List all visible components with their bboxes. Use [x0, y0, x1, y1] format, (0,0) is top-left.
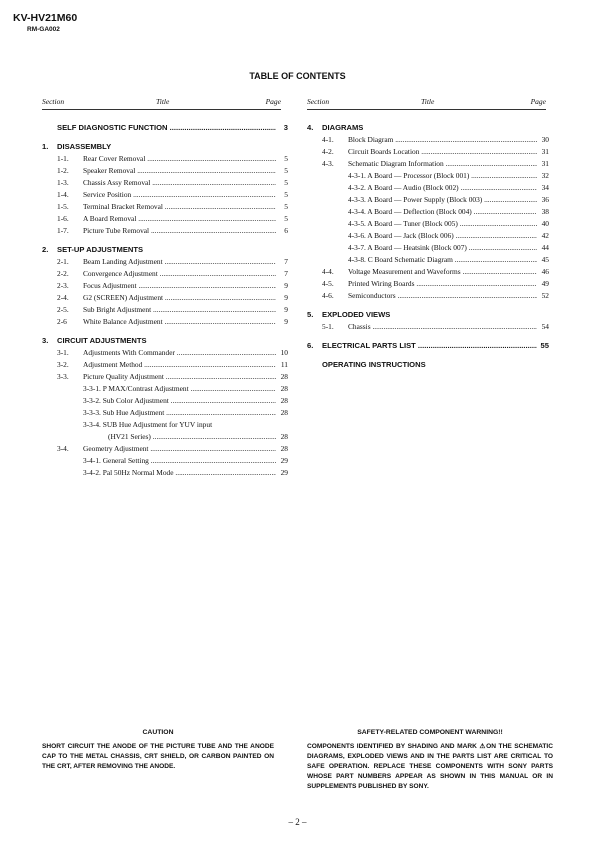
toc-page-number: 9: [284, 281, 288, 290]
toc-gap: [42, 328, 288, 335]
toc-page-number: 9: [284, 293, 288, 302]
left-column-header: [42, 97, 281, 110]
toc-section-heading: [307, 122, 549, 134]
toc-entry-title: 4-3-1. A Board — Processor (Block 001) .....: [348, 170, 537, 182]
caution-text: SHORT CIRCUIT THE ANODE OF THE PICTURE TUBE AND THE ANODE CAP TO THE METAL CHASSIS, CRT SHIELD, OR CARBON PAINTED ON THE CRT, AFTER REMOVING THE ANODE.: [42, 743, 274, 770]
toc-page-number: 5: [284, 154, 288, 163]
toc-section-number: 4-1.: [322, 135, 334, 144]
toc-gap: [42, 134, 288, 141]
toc-page-number: 5: [284, 214, 288, 223]
toc-entry: [42, 395, 288, 407]
toc-section-number: 1-5.: [57, 202, 69, 211]
toc-entry-title: Focus Adjustment .....: [83, 280, 276, 292]
toc-entry: [42, 419, 288, 431]
toc-entry: [42, 280, 288, 292]
toc-bold-entry: [307, 359, 549, 371]
toc-entry: [42, 383, 288, 395]
toc-entry-title: 4-3-3. A Board — Power Supply (Block 003) .....: [348, 194, 537, 206]
toc-section-heading: [307, 309, 549, 321]
toc-page-number: 55: [540, 341, 549, 350]
toc-bold-entry: [42, 122, 288, 134]
toc-entry: [42, 431, 288, 443]
toc-entry-title: Chassis .....: [348, 321, 537, 333]
toc-entry-title: Sub Bright Adjustment .....: [83, 304, 276, 316]
toc-section-number: 1-6.: [57, 214, 69, 223]
toc-entry: [42, 177, 288, 189]
toc-section-number: 4-6.: [322, 291, 334, 300]
toc-section-number: 1-3.: [57, 178, 69, 187]
toc-page-number: 28: [280, 396, 288, 405]
toc-entry: [42, 213, 288, 225]
section-header: Section: [42, 97, 65, 106]
toc-entry-title: 4-3-8. C Board Schematic Diagram .....: [348, 254, 537, 266]
toc-entry-title: 3-4-2. Pal 50Hz Normal Mode .....: [83, 467, 276, 479]
toc-entry: [307, 146, 549, 158]
toc-section-number: 2-1.: [57, 257, 69, 266]
toc-section-heading: [42, 141, 288, 153]
toc-entry: [307, 134, 549, 146]
toc-entry-title: 3-3-2. Sub Color Adjustment .....: [83, 395, 276, 407]
toc-entry: [307, 278, 549, 290]
toc-entry-title: Adjustment Method .....: [83, 359, 276, 371]
toc-entry-title: 3-3-3. Sub Hue Adjustment .....: [83, 407, 276, 419]
toc-entry-title: Convergence Adjustment .....: [83, 268, 276, 280]
page-number: – 2 –: [288, 817, 307, 827]
toc-entry: [42, 256, 288, 268]
toc-entry-title: 4-3-5. A Board — Tuner (Block 005) .....: [348, 218, 537, 230]
safety-warning-text: [307, 742, 553, 792]
toc-gap: [307, 352, 549, 359]
toc-entry: [42, 201, 288, 213]
warning-mark-icon: ⚠: [479, 743, 487, 750]
toc-entry-title: SET-UP ADJUSTMENTS: [57, 245, 144, 254]
toc-page-number: 49: [541, 279, 549, 288]
toc-section-number: 1-4.: [57, 190, 69, 199]
toc-page-number: 6: [284, 226, 288, 235]
toc-entry: [42, 225, 288, 237]
section-header: Section: [307, 97, 330, 106]
title-header: Title: [156, 97, 170, 106]
toc-entry-title: OPERATING INSTRUCTIONS: [322, 360, 426, 369]
toc-page-number: 44: [541, 243, 549, 252]
toc-entry-title: Schematic Diagram Information .....: [348, 158, 537, 170]
toc-page-number: 5: [284, 166, 288, 175]
toc-entry: [307, 230, 549, 242]
toc-entry-title: Beam Landing Adjustment .....: [83, 256, 276, 268]
toc-entry-title: Printed Wiring Boards .....: [348, 278, 537, 290]
toc-page-number: 46: [541, 267, 549, 276]
toc-entry: [42, 189, 288, 201]
toc-section-number: 4.: [307, 123, 314, 132]
toc-page-number: 38: [541, 207, 549, 216]
toc-section-number: 3-3.: [57, 372, 69, 381]
toc-entry: [42, 371, 288, 383]
toc-entry: [42, 268, 288, 280]
toc-entry-title: 3-4-1. General Setting .....: [83, 455, 276, 467]
toc-entry-title: Service Position .....: [83, 189, 276, 201]
toc-page-number: 31: [541, 147, 549, 156]
toc-page-number: 11: [280, 360, 288, 369]
toc-section-number: 2-5.: [57, 305, 69, 314]
toc-entry-title: Semiconductors .....: [348, 290, 537, 302]
toc-page-number: 3: [283, 123, 288, 132]
toc-page-number: 28: [280, 444, 288, 453]
toc-entry-title: 4-3-4. A Board — Deflection (Block 004) .....: [348, 206, 537, 218]
toc-entry: [42, 467, 288, 479]
toc-section-heading: [42, 244, 288, 256]
toc-page-number: 28: [280, 432, 288, 441]
toc-page-number: 10: [280, 348, 288, 357]
toc-entry: [42, 407, 288, 419]
remote-model: RM-GA002: [27, 26, 60, 33]
toc-section-heading: [42, 335, 288, 347]
title-header: Title: [421, 97, 435, 106]
toc-page-number: 28: [280, 372, 288, 381]
toc-entry: [307, 158, 549, 170]
toc-gap: [42, 237, 288, 244]
toc-page-number: 34: [541, 183, 549, 192]
toc-entry-title: Circuit Boards Location .....: [348, 146, 537, 158]
right-column-header: [307, 97, 546, 110]
toc-section-number: 4-5.: [322, 279, 334, 288]
toc-entry: [307, 194, 549, 206]
toc-gap: [307, 302, 549, 309]
toc-page-number: 32: [541, 171, 549, 180]
toc-section-number: 4-2.: [322, 147, 334, 156]
toc-section-number: 1-7.: [57, 226, 69, 235]
toc-entry-title: SELF DIAGNOSTIC FUNCTION .....: [57, 122, 276, 134]
toc-entry: [42, 153, 288, 165]
toc-section-number: 3-4.: [57, 444, 69, 453]
toc-entry: [42, 316, 288, 328]
toc-entry: [42, 347, 288, 359]
toc-section-number: 2-2.: [57, 269, 69, 278]
toc-page-number: 40: [541, 219, 549, 228]
toc-entry-title: Block Diagram .....: [348, 134, 537, 146]
toc-entry-title: CIRCUIT ADJUSTMENTS: [57, 336, 147, 345]
safety-text-before: COMPONENTS IDENTIFIED BY SHADING AND MARK: [307, 743, 477, 750]
toc-page-number: 29: [280, 468, 288, 477]
toc-entry: [307, 254, 549, 266]
toc-entry: [42, 292, 288, 304]
toc-gap: [307, 333, 549, 340]
toc-entry-title: 4-3-6. A Board — Jack (Block 006) .....: [348, 230, 537, 242]
toc-left-column: [42, 122, 288, 479]
toc-entry-title: 3-3-1. P MAX/Contrast Adjustment .....: [83, 383, 276, 395]
safety-text-after: ON THE SCHEMATIC DIAGRAMS, EXPLODED VIEWS AND IN THE PARTS LIST ARE CRITICAL TO SAFE OPERATION. REPLACE THESE COMPONENTS WITH SONY PARTS WHOSE PART NUMBERS APPEAR AS SHOWN IN THIS MANUAL OR IN SUPPLEMENTS PUBLISHED BY SONY.: [307, 743, 553, 790]
toc-section-number: 1-1.: [57, 154, 69, 163]
toc-entry-title: 4-3-7. A Board — Heatsink (Block 007) .....: [348, 242, 537, 254]
toc-section-number: 3-1.: [57, 348, 69, 357]
toc-entry: [42, 455, 288, 467]
toc-section-number: 5-1.: [322, 322, 334, 331]
toc-page-number: 7: [284, 269, 288, 278]
toc-section-number: 1.: [42, 142, 49, 151]
toc-entry: [307, 266, 549, 278]
page-header: Page: [265, 97, 281, 106]
toc-section-number: 4-3.: [322, 159, 334, 168]
toc-entry-title: DIAGRAMS: [322, 123, 364, 132]
toc-page-number: 54: [541, 322, 549, 331]
toc-page-number: 36: [541, 195, 549, 204]
toc-page-number: 30: [541, 135, 549, 144]
toc-entry: [42, 304, 288, 316]
caution-title: CAUTION: [142, 729, 174, 736]
toc-right-column: [307, 122, 549, 371]
toc-entry-title: Rear Cover Removal .....: [83, 153, 276, 165]
toc-entry-title: DISASSEMBLY: [57, 142, 112, 151]
toc-section-number: 2.: [42, 245, 49, 254]
toc-section-number: 2-3.: [57, 281, 69, 290]
toc-entry: [307, 242, 549, 254]
toc-entry: [42, 443, 288, 455]
toc-section-number: 2-4.: [57, 293, 69, 302]
toc-entry-title: (HV21 Series) .....: [108, 431, 276, 443]
toc-entry-title: EXPLODED VIEWS: [322, 310, 391, 319]
model-number: KV-HV21M60: [13, 12, 78, 24]
toc-title: TABLE OF CONTENTS: [249, 71, 346, 81]
toc-entry-title: G2 (SCREEN) Adjustment .....: [83, 292, 276, 304]
toc-page-number: 7: [284, 257, 288, 266]
toc-page-number: 5: [284, 178, 288, 187]
toc-page-number: 45: [541, 255, 549, 264]
toc-section-number: 6.: [307, 341, 314, 350]
toc-entry-title: Speaker Removal .....: [83, 165, 276, 177]
safety-warning-title: SAFETY-RELATED COMPONENT WARNING!!: [357, 729, 503, 736]
toc-entry-title: Picture Quality Adjustment .....: [83, 371, 276, 383]
toc-page-number: 5: [284, 202, 288, 211]
toc-page-number: 9: [284, 317, 288, 326]
toc-entry-title: Adjustments With Commander .....: [83, 347, 276, 359]
toc-entry: [307, 206, 549, 218]
toc-page-number: 9: [284, 305, 288, 314]
toc-entry: [42, 165, 288, 177]
toc-section-number: 3.: [42, 336, 49, 345]
page-header: Page: [530, 97, 546, 106]
toc-page-number: 31: [541, 159, 549, 168]
toc-entry-title: Geometry Adjustment .....: [83, 443, 276, 455]
toc-entry: [307, 170, 549, 182]
toc-entry-title: Picture Tube Removal .....: [83, 225, 276, 237]
toc-entry: [307, 290, 549, 302]
toc-section-heading: [307, 340, 549, 352]
toc-entry-title: A Board Removal .....: [83, 213, 276, 225]
toc-page-number: 5: [284, 190, 288, 199]
toc-entry: [42, 359, 288, 371]
toc-section-number: 4-4.: [322, 267, 334, 276]
toc-page-number: 29: [280, 456, 288, 465]
toc-section-number: 3-2.: [57, 360, 69, 369]
toc-page-number: 52: [541, 291, 549, 300]
toc-section-number: 2-6: [57, 317, 67, 326]
toc-page-number: 28: [280, 408, 288, 417]
toc-entry-title: 3-3-4. SUB Hue Adjustment for YUV input: [83, 420, 213, 429]
toc-page-number: 28: [280, 384, 288, 393]
toc-entry-title: White Balance Adjustment .....: [83, 316, 276, 328]
toc-entry-title: ELECTRICAL PARTS LIST .....: [322, 340, 537, 352]
toc-entry-title: 4-3-2. A Board — Audio (Block 002) .....: [348, 182, 537, 194]
toc-entry: [307, 218, 549, 230]
toc-entry: [307, 182, 549, 194]
toc-entry: [307, 321, 549, 333]
toc-entry-title: Voltage Measurement and Waveforms .....: [348, 266, 537, 278]
toc-page-number: 42: [541, 231, 549, 240]
toc-section-number: 1-2.: [57, 166, 69, 175]
toc-entry-title: Terminal Bracket Removal .....: [83, 201, 276, 213]
toc-entry-title: Chassis Assy Removal .....: [83, 177, 276, 189]
toc-section-number: 5.: [307, 310, 314, 319]
